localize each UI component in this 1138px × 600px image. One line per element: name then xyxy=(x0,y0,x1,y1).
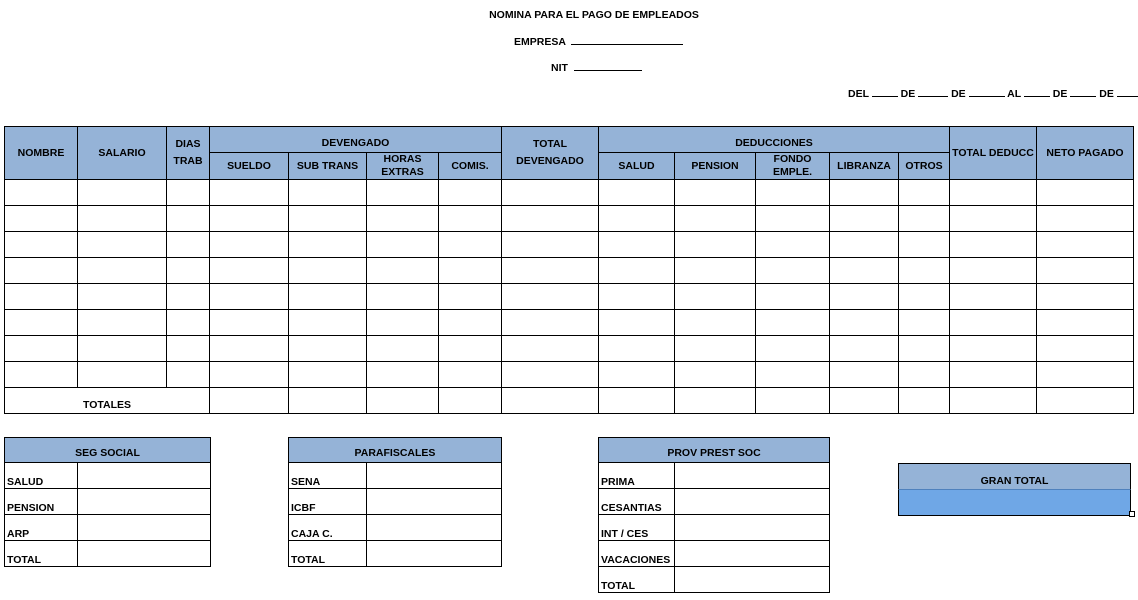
table-row xyxy=(5,362,1134,388)
table-cell[interactable] xyxy=(830,336,899,362)
col-header-otros: OTROS xyxy=(899,153,950,180)
seg-social-label: SALUD xyxy=(5,463,78,489)
parafiscales-value-cell[interactable] xyxy=(367,515,502,541)
period-blank-1[interactable] xyxy=(872,87,898,97)
table-cell[interactable] xyxy=(599,232,675,258)
table-cell[interactable] xyxy=(599,284,675,310)
table-cell[interactable] xyxy=(830,180,899,206)
table-cell[interactable] xyxy=(210,258,289,284)
table-cell[interactable] xyxy=(78,206,167,232)
empresa-field xyxy=(514,35,683,48)
table-cell[interactable] xyxy=(367,206,439,232)
col-header-pension: PENSION xyxy=(675,153,756,180)
table-cell[interactable] xyxy=(899,258,950,284)
table-cell[interactable] xyxy=(439,232,502,258)
table-cell[interactable] xyxy=(950,232,1037,258)
prov-prest-soc-value-cell[interactable] xyxy=(675,567,830,593)
prov-prest-soc-value-cell[interactable] xyxy=(675,489,830,515)
table-cell[interactable] xyxy=(439,284,502,310)
table-cell[interactable] xyxy=(675,310,756,336)
table-cell[interactable] xyxy=(210,284,289,310)
col-header-nombre: NOMBRE xyxy=(5,127,78,180)
table-cell[interactable] xyxy=(367,310,439,336)
table-cell[interactable] xyxy=(289,388,367,414)
table-cell[interactable] xyxy=(830,310,899,336)
table-cell[interactable] xyxy=(5,232,78,258)
table-cell[interactable] xyxy=(439,310,502,336)
table-cell[interactable] xyxy=(675,180,756,206)
prov-prest-soc-label: INT / CES xyxy=(599,515,675,541)
table-cell[interactable] xyxy=(675,232,756,258)
prov-prest-soc-label: TOTAL xyxy=(599,567,675,593)
table-cell[interactable] xyxy=(830,388,899,414)
parafiscales-title: PARAFISCALES xyxy=(289,438,502,463)
table-cell[interactable] xyxy=(78,180,167,206)
table-cell[interactable] xyxy=(289,206,367,232)
table-cell[interactable] xyxy=(899,180,950,206)
table-cell[interactable] xyxy=(756,388,830,414)
parafiscales-table xyxy=(288,437,502,567)
period-blank-5[interactable] xyxy=(1070,87,1096,97)
table-cell[interactable] xyxy=(950,206,1037,232)
period-al-label: AL xyxy=(1007,88,1021,100)
table-cell[interactable] xyxy=(210,310,289,336)
table-cell[interactable] xyxy=(502,258,599,284)
seg-social-value-cell[interactable] xyxy=(78,489,211,515)
col-header-salud: SALUD xyxy=(599,153,675,180)
table-cell[interactable] xyxy=(367,388,439,414)
table-cell[interactable] xyxy=(367,284,439,310)
table-cell[interactable] xyxy=(830,362,899,388)
period-del-label: DEL xyxy=(848,88,869,100)
period-blank-2[interactable] xyxy=(918,87,948,97)
table-cell[interactable] xyxy=(367,258,439,284)
table-cell[interactable] xyxy=(599,310,675,336)
table-cell[interactable] xyxy=(675,206,756,232)
table-cell[interactable] xyxy=(950,258,1037,284)
table-cell[interactable] xyxy=(756,180,830,206)
table-cell[interactable] xyxy=(289,336,367,362)
table-cell[interactable] xyxy=(830,258,899,284)
period-field xyxy=(848,87,1138,100)
table-cell[interactable] xyxy=(1037,206,1134,232)
table-cell[interactable] xyxy=(675,362,756,388)
gran-total-value[interactable] xyxy=(898,489,1131,516)
table-cell[interactable] xyxy=(899,336,950,362)
seg-social-label: PENSION xyxy=(5,489,78,515)
seg-social-label: ARP xyxy=(5,515,78,541)
parafiscales-value-cell[interactable] xyxy=(367,489,502,515)
table-cell[interactable] xyxy=(367,336,439,362)
prov-prest-soc-label: VACACIONES xyxy=(599,541,675,567)
table-cell[interactable] xyxy=(367,180,439,206)
table-cell[interactable] xyxy=(1037,388,1134,414)
table-row xyxy=(5,284,1134,310)
table-cell[interactable] xyxy=(78,284,167,310)
gran-total-box xyxy=(898,463,1131,516)
table-cell[interactable] xyxy=(289,284,367,310)
prov-prest-soc-value-cell[interactable] xyxy=(675,515,830,541)
col-header-libranza: LIBRANZA xyxy=(830,153,899,180)
table-cell[interactable] xyxy=(167,336,210,362)
table-cell[interactable] xyxy=(950,310,1037,336)
col-header-horas-extras: HORAS EXTRAS xyxy=(367,153,439,180)
table-cell[interactable] xyxy=(210,232,289,258)
table-cell[interactable] xyxy=(502,310,599,336)
table-cell[interactable] xyxy=(289,180,367,206)
table-cell[interactable] xyxy=(502,362,599,388)
col-header-dias-trab: DIAS TRAB xyxy=(167,127,210,180)
nit-blank[interactable] xyxy=(574,61,642,71)
table-cell[interactable] xyxy=(367,232,439,258)
table-cell[interactable] xyxy=(210,388,289,414)
col-header-comis: COMIS. xyxy=(439,153,502,180)
table-cell[interactable] xyxy=(210,336,289,362)
table-cell[interactable] xyxy=(1037,180,1134,206)
col-header-sub-trans: SUB TRANS xyxy=(289,153,367,180)
seg-social-label: TOTAL xyxy=(5,541,78,567)
parafiscales-label: SENA xyxy=(289,463,367,489)
period-blank-4[interactable] xyxy=(1024,87,1050,97)
table-cell[interactable] xyxy=(502,388,599,414)
table-cell[interactable] xyxy=(167,206,210,232)
gran-total-label: GRAN TOTAL xyxy=(898,463,1131,489)
table-cell[interactable] xyxy=(502,232,599,258)
period-de-label-4: DE xyxy=(1099,88,1114,100)
table-cell[interactable] xyxy=(950,180,1037,206)
table-cell[interactable] xyxy=(167,362,210,388)
empresa-label: EMPRESA xyxy=(514,36,566,48)
table-cell[interactable] xyxy=(756,310,830,336)
col-header-salario: SALARIO xyxy=(78,127,167,180)
table-cell[interactable] xyxy=(1037,310,1134,336)
seg-social-table xyxy=(4,437,211,567)
prov-prest-soc-title: PROV PREST SOC xyxy=(599,438,830,463)
prov-prest-soc-label: CESANTIAS xyxy=(599,489,675,515)
table-cell[interactable] xyxy=(950,336,1037,362)
table-cell[interactable] xyxy=(830,232,899,258)
seg-social-value-cell[interactable] xyxy=(78,515,211,541)
table-cell[interactable] xyxy=(289,258,367,284)
table-cell[interactable] xyxy=(78,336,167,362)
table-cell[interactable] xyxy=(756,336,830,362)
col-header-fondo-emple: FONDO EMPLE. xyxy=(756,153,830,180)
table-cell[interactable] xyxy=(950,284,1037,310)
table-cell[interactable] xyxy=(210,362,289,388)
cell-resize-handle[interactable] xyxy=(1129,511,1135,517)
table-cell[interactable] xyxy=(5,180,78,206)
table-cell[interactable] xyxy=(950,388,1037,414)
table-cell[interactable] xyxy=(439,362,502,388)
table-cell[interactable] xyxy=(899,232,950,258)
table-cell[interactable] xyxy=(78,310,167,336)
table-cell[interactable] xyxy=(5,206,78,232)
nit-field xyxy=(551,61,642,74)
table-cell[interactable] xyxy=(5,336,78,362)
table-cell[interactable] xyxy=(756,362,830,388)
col-header-sueldo: SUELDO xyxy=(210,153,289,180)
table-cell[interactable] xyxy=(5,284,78,310)
prov-prest-soc-value-cell[interactable] xyxy=(675,463,830,489)
table-cell[interactable] xyxy=(1037,362,1134,388)
table-cell[interactable] xyxy=(439,336,502,362)
table-cell[interactable] xyxy=(167,180,210,206)
table-cell[interactable] xyxy=(599,336,675,362)
table-cell[interactable] xyxy=(830,284,899,310)
table-cell[interactable] xyxy=(439,258,502,284)
table-cell[interactable] xyxy=(289,362,367,388)
payroll-rows xyxy=(5,180,1134,388)
table-cell[interactable] xyxy=(78,232,167,258)
empresa-blank[interactable] xyxy=(571,35,683,45)
period-blank-6[interactable] xyxy=(1117,87,1138,97)
table-cell[interactable] xyxy=(830,206,899,232)
table-row xyxy=(5,336,1134,362)
seg-social-value-cell[interactable] xyxy=(78,463,211,489)
seg-social-value-cell[interactable] xyxy=(78,541,211,567)
col-header-total-deducc: TOTAL DEDUCC xyxy=(950,127,1037,180)
table-cell[interactable] xyxy=(1037,232,1134,258)
prov-prest-soc-label: PRIMA xyxy=(599,463,675,489)
table-cell[interactable] xyxy=(599,362,675,388)
table-cell[interactable] xyxy=(599,180,675,206)
table-cell[interactable] xyxy=(5,258,78,284)
table-cell[interactable] xyxy=(675,284,756,310)
table-cell[interactable] xyxy=(756,284,830,310)
table-cell[interactable] xyxy=(167,284,210,310)
table-row xyxy=(5,206,1134,232)
table-cell[interactable] xyxy=(756,258,830,284)
table-cell[interactable] xyxy=(1037,336,1134,362)
table-cell[interactable] xyxy=(599,388,675,414)
table-cell[interactable] xyxy=(675,388,756,414)
table-cell[interactable] xyxy=(5,362,78,388)
table-cell[interactable] xyxy=(502,206,599,232)
table-cell[interactable] xyxy=(167,232,210,258)
table-cell[interactable] xyxy=(78,258,167,284)
table-cell[interactable] xyxy=(899,206,950,232)
period-de-label-1: DE xyxy=(900,88,916,100)
table-row xyxy=(5,310,1134,336)
parafiscales-value-cell[interactable] xyxy=(367,463,502,489)
table-cell[interactable] xyxy=(899,388,950,414)
table-cell[interactable] xyxy=(439,206,502,232)
period-de-label-3: DE xyxy=(1052,88,1068,100)
period-de-label-2: DE xyxy=(951,88,966,100)
period-blank-3[interactable] xyxy=(969,87,1005,97)
table-cell[interactable] xyxy=(502,180,599,206)
prov-prest-soc-value-cell[interactable] xyxy=(675,541,830,567)
table-cell[interactable] xyxy=(899,362,950,388)
page-title: NOMINA PARA EL PAGO DE EMPLEADOS xyxy=(489,9,699,21)
parafiscales-value-cell[interactable] xyxy=(367,541,502,567)
table-cell[interactable] xyxy=(210,180,289,206)
table-cell[interactable] xyxy=(289,232,367,258)
parafiscales-label: TOTAL xyxy=(289,541,367,567)
table-cell[interactable] xyxy=(210,206,289,232)
table-cell[interactable] xyxy=(502,284,599,310)
table-cell[interactable] xyxy=(439,180,502,206)
table-row xyxy=(5,232,1134,258)
totales-label: TOTALES xyxy=(5,388,210,414)
table-cell[interactable] xyxy=(756,206,830,232)
table-cell[interactable] xyxy=(899,284,950,310)
table-cell[interactable] xyxy=(367,362,439,388)
col-header-total-devengado: TOTAL DEVENGADO xyxy=(502,127,599,180)
group-header-devengado: DEVENGADO xyxy=(210,127,502,153)
table-cell[interactable] xyxy=(675,336,756,362)
table-cell[interactable] xyxy=(599,258,675,284)
table-cell[interactable] xyxy=(289,310,367,336)
table-cell[interactable] xyxy=(899,310,950,336)
table-cell[interactable] xyxy=(167,310,210,336)
nit-label: NIT xyxy=(551,62,568,74)
parafiscales-label: CAJA C. xyxy=(289,515,367,541)
group-header-deducciones: DEDUCCIONES xyxy=(599,127,950,153)
parafiscales-label: ICBF xyxy=(289,489,367,515)
table-row xyxy=(5,180,1134,206)
table-cell[interactable] xyxy=(950,362,1037,388)
col-header-neto-pagado: NETO PAGADO xyxy=(1037,127,1134,180)
table-cell[interactable] xyxy=(1037,258,1134,284)
table-cell[interactable] xyxy=(502,336,599,362)
prov-prest-soc-table xyxy=(598,437,830,593)
table-cell[interactable] xyxy=(78,362,167,388)
table-cell[interactable] xyxy=(5,310,78,336)
seg-social-title: SEG SOCIAL xyxy=(5,438,211,463)
table-cell[interactable] xyxy=(756,232,830,258)
table-cell[interactable] xyxy=(439,388,502,414)
table-cell[interactable] xyxy=(1037,284,1134,310)
table-cell[interactable] xyxy=(675,258,756,284)
table-cell[interactable] xyxy=(599,206,675,232)
payroll-table xyxy=(4,126,1134,414)
table-row xyxy=(5,258,1134,284)
table-cell[interactable] xyxy=(167,258,210,284)
